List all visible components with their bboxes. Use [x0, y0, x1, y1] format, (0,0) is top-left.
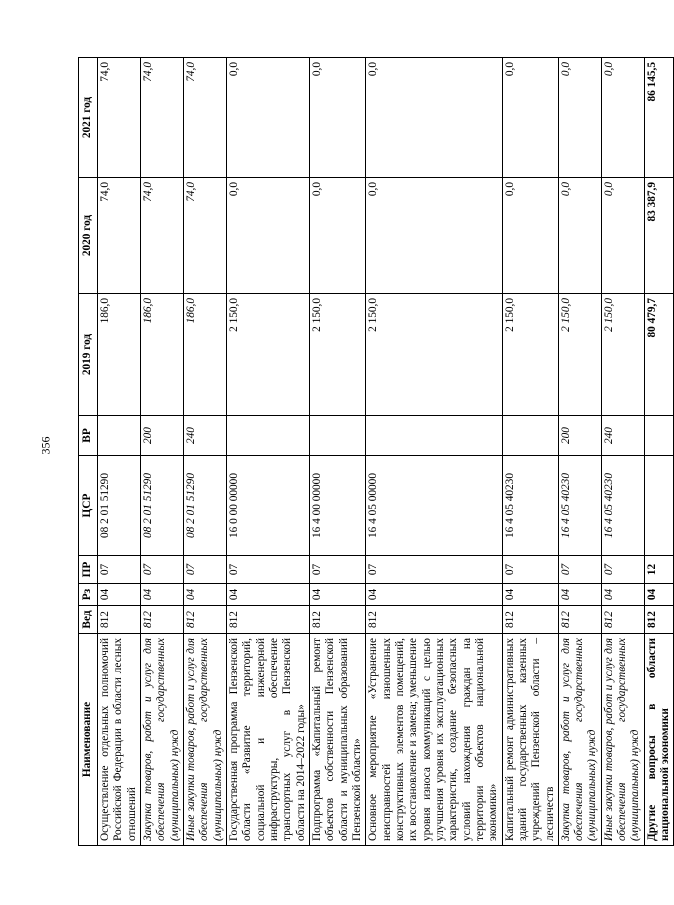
row-pr: 07: [502, 556, 558, 584]
row-pr: 07: [183, 556, 226, 584]
row-rz: 04: [558, 584, 601, 606]
row-vr: [226, 416, 309, 456]
row-ved: 812: [309, 606, 365, 634]
row-2019: 186,0: [140, 294, 183, 416]
row-pr: 07: [140, 556, 183, 584]
row-2021: 74,0: [98, 58, 141, 178]
row-vr: [502, 416, 558, 456]
row-rz: 04: [601, 584, 644, 606]
row-rz: 04: [309, 584, 365, 606]
row-name: Капитальный ремонт административных зданий государственных казенных учреждений Пензенской области – лесничеств: [502, 634, 558, 846]
row-2020: 74,0: [98, 178, 141, 294]
row-pr: 07: [226, 556, 309, 584]
row-2021: 74,0: [140, 58, 183, 178]
row-2019: 2 150,0: [309, 294, 365, 416]
row-2019: 2 150,0: [502, 294, 558, 416]
row-pr: 12: [644, 556, 674, 584]
table-row: [366, 58, 502, 846]
row-2019: 80 479,7: [644, 294, 674, 416]
row-vr: 240: [601, 416, 644, 456]
row-2021: 0,0: [366, 58, 502, 178]
row-2021: 0,0: [502, 58, 558, 178]
header-rz: Рз: [79, 584, 98, 606]
row-ved: 812: [558, 606, 601, 634]
header-csr: ЦСР: [79, 456, 98, 556]
header-2020: 2020 год: [79, 178, 98, 294]
row-name: Основное мероприятие «Устранение неисправностей изношенных конструктивных элементов помещений, их восстановление и замена; уменьшение уровня износа коммуникаций с целью улучшения уровня их эксплуатационных характеристик, создание безопасных условий нахождения граждан на территории объектов национальной экономики»: [366, 634, 502, 846]
row-2020: 0,0: [366, 178, 502, 294]
row-2021: 0,0: [601, 58, 644, 178]
row-name: Иные закупки товаров, работ и услуг для обеспечения государственных (муниципальных) нужд: [601, 634, 644, 846]
row-2020: 0,0: [502, 178, 558, 294]
budget-table: [78, 57, 674, 846]
row-vr: 200: [558, 416, 601, 456]
row-2020: 74,0: [183, 178, 226, 294]
row-2020: 0,0: [309, 178, 365, 294]
row-pr: 07: [309, 556, 365, 584]
row-2021: 74,0: [183, 58, 226, 178]
row-name: Другие вопросы в области национальной экономики: [644, 634, 674, 846]
table-row: [140, 58, 183, 846]
table-row: [644, 58, 674, 846]
row-rz: 04: [98, 584, 141, 606]
row-pr: 07: [601, 556, 644, 584]
row-name: Подпрограмма «Капитальный ремонт объектов собственности Пензенской области и муниципальных образований Пензенской области»: [309, 634, 365, 846]
table-header-row: [79, 58, 98, 846]
row-2021: 0,0: [558, 58, 601, 178]
table-row: [502, 58, 558, 846]
header-name: Наименование: [79, 634, 98, 846]
row-vr: 240: [183, 416, 226, 456]
row-rz: 04: [226, 584, 309, 606]
header-ved: Вед: [79, 606, 98, 634]
row-csr: 16 0 00 00000: [226, 456, 309, 556]
header-vr: ВР: [79, 416, 98, 456]
row-pr: 07: [98, 556, 141, 584]
row-csr: 16 4 05 00000: [366, 456, 502, 556]
row-vr: 200: [140, 416, 183, 456]
row-2019: 2 150,0: [601, 294, 644, 416]
row-2020: 0,0: [558, 178, 601, 294]
row-vr: [644, 416, 674, 456]
row-ved: 812: [140, 606, 183, 634]
row-2021: 0,0: [309, 58, 365, 178]
row-name: Иные закупки товаров, работ и услуг для обеспечения государственных (муниципальных) нужд: [183, 634, 226, 846]
table-row: [601, 58, 644, 846]
row-2019: 2 150,0: [558, 294, 601, 416]
row-csr: 16 4 05 40230: [601, 456, 644, 556]
table-row: [98, 58, 141, 846]
header-2019: 2019 год: [79, 294, 98, 416]
row-2021: 86 145,5: [644, 58, 674, 178]
row-ved: 812: [366, 606, 502, 634]
row-2020: 74,0: [140, 178, 183, 294]
row-vr: [309, 416, 365, 456]
table-row: [309, 58, 365, 846]
row-ved: 812: [183, 606, 226, 634]
row-rz: 04: [502, 584, 558, 606]
table-row: [558, 58, 601, 846]
row-ved: 812: [502, 606, 558, 634]
row-name: Закупка товаров, работ и услуг для обеспечения государственных (муниципальных) нужд: [558, 634, 601, 846]
row-2020: 0,0: [601, 178, 644, 294]
row-csr: [644, 456, 674, 556]
page-number: 356: [38, 436, 53, 455]
row-2019: 186,0: [98, 294, 141, 416]
row-rz: 04: [644, 584, 674, 606]
rotated-table-container: [78, 58, 672, 846]
header-pr: ПР: [79, 556, 98, 584]
row-ved: 812: [226, 606, 309, 634]
row-csr: 16 4 05 40230: [558, 456, 601, 556]
row-rz: 04: [366, 584, 502, 606]
row-2020: 83 387,9: [644, 178, 674, 294]
row-2019: 2 150,0: [366, 294, 502, 416]
row-2019: 2 150,0: [226, 294, 309, 416]
row-name: Осуществление отдельных полномочий Российской Федерации в области лесных отношений: [98, 634, 141, 846]
row-vr: [98, 416, 141, 456]
row-ved: 812: [644, 606, 674, 634]
row-2020: 0,0: [226, 178, 309, 294]
row-rz: 04: [140, 584, 183, 606]
row-pr: 07: [366, 556, 502, 584]
row-name: Закупка товаров, работ и услуг для обеспечения государственных (муниципальных) нужд: [140, 634, 183, 846]
row-csr: 16 4 05 40230: [502, 456, 558, 556]
row-ved: 812: [601, 606, 644, 634]
row-csr: 08 2 01 51290: [140, 456, 183, 556]
row-csr: 08 2 01 51290: [98, 456, 141, 556]
row-2021: 0,0: [226, 58, 309, 178]
row-name: Государственная программа Пензенской области «Развитие территорий, социальной и инженерной инфраструктуры, обеспечение транспортных услуг в Пензенской области на 2014–2022 годы»: [226, 634, 309, 846]
row-2019: 186,0: [183, 294, 226, 416]
row-csr: 08 2 01 51290: [183, 456, 226, 556]
row-rz: 04: [183, 584, 226, 606]
table-row: [226, 58, 309, 846]
row-vr: [366, 416, 502, 456]
table-row: [183, 58, 226, 846]
row-ved: 812: [98, 606, 141, 634]
row-csr: 16 4 00 00000: [309, 456, 365, 556]
row-pr: 07: [558, 556, 601, 584]
header-2021: 2021 год: [79, 58, 98, 178]
